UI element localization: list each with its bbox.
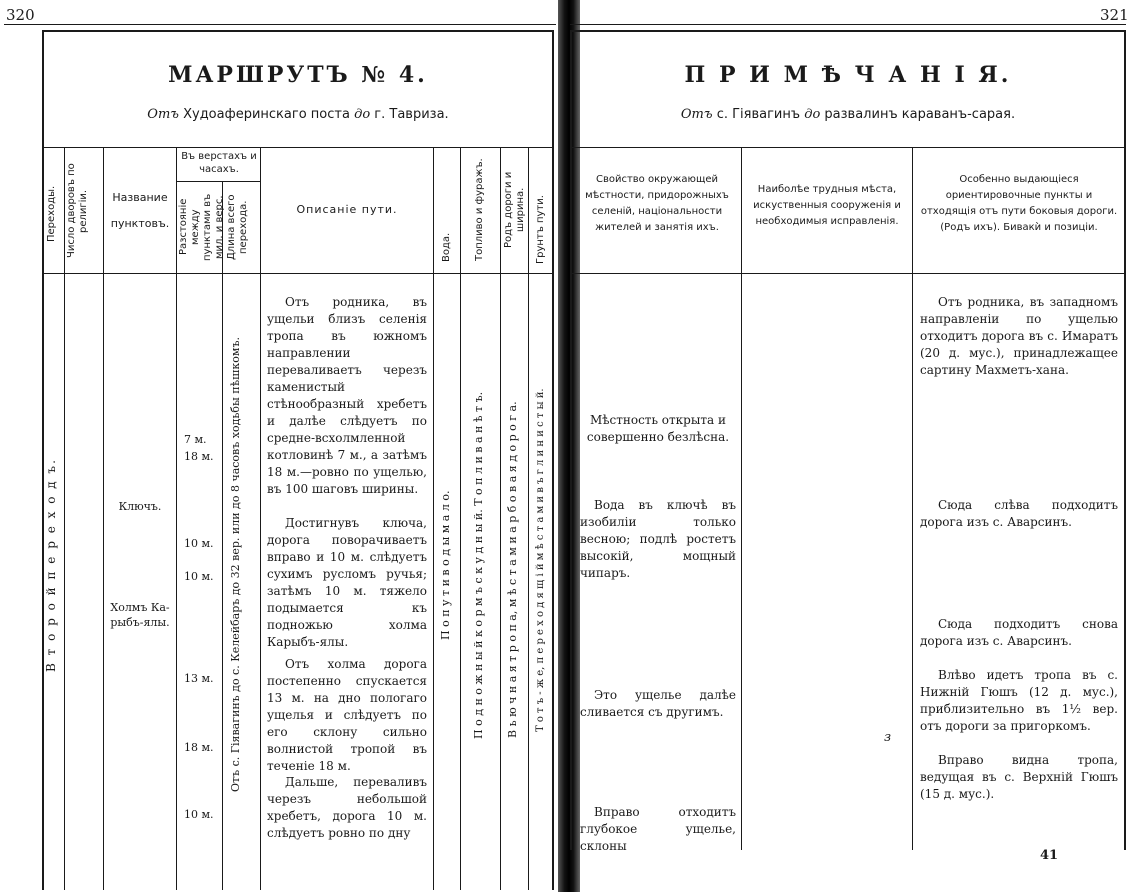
left-title: МАРШРУТЪ № 4. bbox=[168, 62, 428, 88]
header-voda: Вода. bbox=[441, 232, 452, 263]
description-para-4: Дальше, переваливъ черезъ небольшой хребетъ, дорога 10 м. слѣдуетъ ровно по дну bbox=[267, 775, 427, 840]
col-rule bbox=[500, 147, 501, 890]
header-rasstoyanie: Разстояніе между пунктами въ мил. и верс. bbox=[178, 193, 225, 261]
distance: 10 м. bbox=[184, 808, 214, 821]
note-col1: Вправо отходитъ глубокое ущелье, склоны bbox=[580, 805, 736, 853]
perekhod-label: В т о р о й п е р е х о д ъ. bbox=[44, 458, 58, 672]
note-col3: Сюда подходитъ снова дорога изъ с. Аварсинъ. bbox=[920, 617, 1118, 648]
left-top-rule bbox=[4, 24, 556, 25]
point-kholm: Холмъ Ка-рыбъ-ялы. bbox=[110, 601, 170, 629]
left-subtitle-b: г. Тавриза. bbox=[374, 107, 449, 122]
col-rule bbox=[64, 147, 65, 890]
header-grunt: Грунтъ пути. bbox=[535, 195, 546, 265]
right-frame-top bbox=[570, 30, 1126, 32]
toplivo-text: П о д н о ж н ы й к о р м ъ с к у д н ы й. Т о п л и в а н ѣ т ъ. bbox=[472, 391, 485, 739]
distance: 18 м. bbox=[184, 450, 214, 463]
right-subtitle-from: Отъ bbox=[680, 107, 713, 122]
grunt-text: Т о т ъ - ж е, п е р е х о д я щ і й м ѣ с т а м и в ъ г л и н и с т ы й. bbox=[535, 388, 546, 732]
right-subtitle bbox=[572, 107, 1124, 122]
header-verst-group: Въ верстахъ и часахъ. bbox=[181, 151, 257, 175]
distance: 7 м. bbox=[184, 433, 207, 446]
header-nazvanie: Название пунктовъ. bbox=[110, 191, 170, 230]
right-frame-left bbox=[570, 30, 572, 850]
col-rule bbox=[433, 147, 434, 890]
left-page-number: 320 bbox=[6, 6, 35, 24]
footer-number: 41 bbox=[1040, 848, 1059, 863]
left-header-top-rule bbox=[42, 147, 554, 148]
right-frame-right bbox=[1124, 30, 1126, 850]
left-frame-top bbox=[42, 30, 554, 32]
right-page-number: 321 bbox=[1100, 6, 1129, 24]
col-rule bbox=[460, 147, 461, 890]
distance: 13 м. bbox=[184, 672, 214, 685]
rod-text: В ь ю ч н а я т р о п а, м ѣ с т а м и а р б о в а я д о р о г а. bbox=[506, 401, 519, 739]
col-rule bbox=[912, 147, 913, 850]
right-header-bottom-rule bbox=[570, 273, 1126, 274]
distance: 10 м. bbox=[184, 570, 214, 583]
right-header-col1: Свойство окружающей мѣстности, придорожныхъ селеній, національности жителей и занятія ихъ. bbox=[585, 174, 729, 233]
note-col3: Сюда слѣва подходитъ дорога изъ с. Аварсинъ. bbox=[920, 498, 1118, 529]
verst-group-rule bbox=[176, 181, 260, 182]
col-rule bbox=[528, 147, 529, 890]
left-subtitle bbox=[44, 107, 552, 122]
right-subtitle-to: до bbox=[804, 107, 821, 122]
description-para-3: Отъ холма дорога постепенно спускается 13 м. на дно пологаго ущелья и слѣдуетъ по его склону сильно волнистой тропой въ теченіе 18 м. bbox=[267, 657, 427, 773]
book-spine bbox=[558, 0, 580, 892]
right-header-col2: Наиболѣе трудныя мѣста, искуственныя сооруженія и необходимыя исправленія. bbox=[753, 184, 901, 227]
note-col1: Это ущелье далѣе сливается съ другимъ. bbox=[580, 688, 736, 719]
left-subtitle-to: до bbox=[354, 107, 371, 122]
distance: 10 м. bbox=[184, 537, 214, 550]
right-subtitle-a: с. Гіявагинъ bbox=[716, 107, 801, 122]
right-header-col3: Особенно выдающіеся ориентировочные пункты и отходящія отъ пути боковыя дороги. (Родъ ихъ). Бивакѝ и позиціи. bbox=[920, 174, 1118, 233]
right-title: П Р И М Ѣ Ч А Н І Я. bbox=[684, 62, 1012, 88]
left-subtitle-a: Худоаферинскаго поста bbox=[183, 107, 350, 122]
header-dlina: Длина всего перехода. bbox=[226, 194, 249, 260]
left-header-bottom-rule bbox=[42, 273, 554, 274]
margin-mark: з bbox=[884, 730, 892, 745]
col-rule bbox=[741, 147, 742, 850]
right-header-top-rule bbox=[570, 147, 1126, 148]
col-rule bbox=[222, 181, 223, 890]
header-rod: Родъ дороги и ширина. bbox=[503, 171, 526, 249]
note-col3: Отъ родника, въ западномъ направленіи по ущелью отходитъ дорога въ с. Имаратъ (20 д. мус.), принадлежащее сартину Махметъ-хана. bbox=[920, 295, 1118, 377]
voda-text: П о п у т и в о д ы м а л о. bbox=[439, 490, 452, 640]
col-rule bbox=[103, 147, 104, 890]
right-subtitle-b: развалинъ караванъ-сарая. bbox=[824, 107, 1016, 122]
note-col3: Вправо видна тропа, ведущая въ с. Верхній Гюшъ (15 д. мус.). bbox=[920, 753, 1118, 801]
col-rule bbox=[260, 147, 261, 890]
description-para-2: Достигнувъ ключа, дорога поворачиваетъ вправо и 10 м. слѣдуетъ сухимъ русломъ ручья; затѣмъ 10 м. тяжело подымается къ подножью холма Карыбъ-ялы. bbox=[267, 516, 427, 649]
col-rule bbox=[176, 147, 177, 890]
description-para-1: Отъ родника, въ ущельи близъ селенія тропа въ южномъ направлении переваливаетъ черезъ каменистый стѣнообразный хребетъ и далѣе слѣдуетъ по средне-всхолмленной котловинѣ 7 м., а затѣмъ 18 м.—ровно по ущелью, въ 100 шаговъ ширины. bbox=[267, 295, 427, 496]
left-subtitle-from: Отъ bbox=[147, 107, 179, 122]
header-opisanie: Описаніе пути. bbox=[296, 203, 398, 216]
note-col1: Вода въ ключѣ въ изобиліи только весною; подлѣ ростетъ высокій, мощный чипаръ. bbox=[580, 498, 736, 580]
right-top-rule bbox=[570, 24, 1126, 25]
note-col3: Влѣво идетъ тропа въ с. Нижній Гюшъ (12 д. мус.), приблизительно въ 1½ вер. отъ дороги за пригоркомъ. bbox=[920, 668, 1118, 733]
header-toplivo: Топливо и фуражъ. bbox=[474, 158, 485, 262]
note-col1: Мѣстность открыта и совершенно безлѣсна. bbox=[586, 413, 730, 444]
header-dvorov: Число дворовъ по религіи. bbox=[66, 163, 89, 259]
distance: 18 м. bbox=[184, 741, 214, 754]
dlina-text: Отъ с. Гіявагинъ до с. Келейбаръ до 32 вер. или до 8 часовъ ходьбы пѣшкомъ. bbox=[229, 337, 242, 793]
point-kluch: Ключъ. bbox=[118, 500, 162, 513]
header-perekhody: Переходы. bbox=[46, 185, 57, 243]
left-frame-right bbox=[552, 30, 554, 890]
